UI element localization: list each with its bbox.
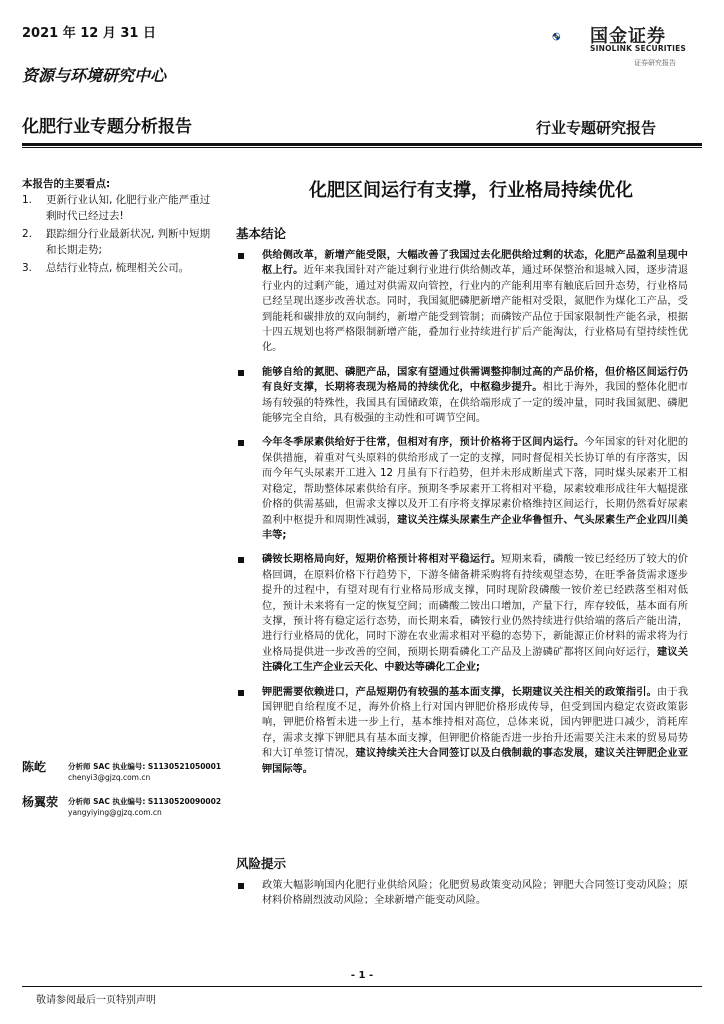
logo-name-cn: 国金证券 <box>590 26 666 47</box>
conclusion-recommendation: 建议关注磷化工生产企业云天化、中毅达等磷化工企业; <box>262 646 689 674</box>
sidebar-list <box>22 192 212 278</box>
conclusion-recommendation: 建议持续关注大合同签订以及白俄制裁的事态发展，建议关注钾肥企业亚钾国际等。 <box>262 748 689 775</box>
square-bullet-icon <box>238 690 244 696</box>
report-type: 行业专题研究报告 <box>536 119 657 137</box>
sinolink-logo-icon <box>552 20 588 56</box>
analyst-name: 陈屹 <box>22 760 47 774</box>
analyst-sac-id: S1130521050001 <box>147 762 222 771</box>
analyst-name: 杨翼荥 <box>22 795 59 809</box>
sidebar-item-num: 3. <box>22 262 33 274</box>
report-date: 2021 年 12 月 31 日 <box>22 26 156 41</box>
square-bullet-icon <box>238 557 244 563</box>
conclusion-item <box>236 365 688 427</box>
conclusion-item <box>236 685 688 777</box>
conclusion-item <box>236 552 688 675</box>
report-title: 化肥行业专题分析报告 <box>22 117 192 137</box>
conclusion-item <box>236 248 688 356</box>
sidebar-title: 本报告的主要看点: <box>22 178 111 190</box>
analyst-sac-id: S1130520090002 <box>147 797 222 806</box>
logo-name-en: SINOLINK SECURITIES <box>590 44 687 53</box>
conclusion-text: 短期来看，磷酸一铵已经经历了较大的价格回调，在原料价格下行趋势下，下游冬储备耕采购将有持续观望态势，在旺季备货需求逐步提升的过程中，有望对现有行业格局形成支撑，同时现阶段磷酸一铵价差已经跌落至相对低位，预计未来将有一定的恢复空间；而磷酸二铵出口增加，产量下行，库存较低，基本面有所支撑，预计将有稳定运行态势，而长期来看，磷铵行业仍然持续进行供给端的落后产能出清，进行行业格局的优化，同时下游在农业需求相对平稳的态势下，新能源正价材料的需求将为行业格局提供进一步改善的空间，预期长期看磷化工产品及上游磷矿都将区间向好运行， <box>262 554 688 658</box>
conclusion-lead: 磷铵长期格局向好，短期价格预计将相对平稳运行。 <box>262 554 502 566</box>
conclusion-text: 今年国家的针对化肥的保供措施，着重对气头原料的供给形成了一定的支撑，同时督促相关长协订单的有序落实，因而今年气头尿素开工进入 12 月虽有下行趋势，但并未形成断崖式下落，同时煤头尿素开工相对稳定，帮助整体尿素供给有序。预期冬季尿素开工将相对平稳，尿素较难形成往年大幅提涨价格的供需基础，但需求支撑以及开工有序将支撑尿素价格维持区间运行，长期仍然看好尿素盈利中枢提升和周期性减弱， <box>262 437 689 526</box>
sidebar-item-text: 更新行业认知, 化肥行业产能严重过剩时代已经过去! <box>46 194 211 222</box>
sidebar-item-text: 总结行业特点, 梳理相关公司。 <box>46 262 190 274</box>
header-rule-thin <box>22 147 702 148</box>
conclusion-lead: 能够自给的氮肥、磷肥产品，国家有望通过供需调整抑制过高的产品价格，但价格区间运行仍有良好支撑，长期将表现为格局的持续优化，中枢稳步提升。 <box>262 366 688 394</box>
sidebar-item-text: 跟踪细分行业最新状况, 判断中短期和长期走势; <box>46 228 211 256</box>
conclusion-recommendation: 建议关注煤头尿素生产企业华鲁恒升、气头尿素生产企业四川美丰等; <box>262 514 688 541</box>
analyst-sac-label: 分析师 SAC 执业编号: <box>68 797 146 806</box>
risk-title: 风险提示 <box>236 856 287 871</box>
square-bullet-icon <box>238 883 244 889</box>
conclusion-text: 由于我国钾肥自给程度不足，海外价格上行对国内钾肥价格形成传导，但受到国内稳定农资政策影响，钾肥价格暂未进一步上行，基本维持相对高位，总体来说，国内钾肥进口减少，消耗库存，需求支撑下钾肥具有基本面支撑，但钾肥价格能否进一步抬升还需要关注未来的贸易局势和大订单签订情况， <box>262 686 689 760</box>
square-bullet-icon <box>238 253 244 259</box>
analyst-email[interactable]: yangyiying@gjzq.com.cn <box>68 808 162 817</box>
conclusion-lead: 钾肥需要依赖进口，产品短期仍有较强的基本面支撑，长期建议关注相关的政策指引。 <box>262 686 658 698</box>
page-number: - 1 - <box>350 970 374 981</box>
risk-section <box>236 878 688 918</box>
main-title: 化肥区间运行有支撑，行业格局持续优化 <box>309 180 633 201</box>
sidebar-item <box>22 226 212 258</box>
section-title: 基本结论 <box>236 226 287 241</box>
conclusion-lead: 今年冬季尿素供给好于往常，但相对有序，预计价格将于区间内运行。 <box>262 437 585 449</box>
analyst-info <box>68 761 221 783</box>
logo-subtitle: 证券研究报告 <box>634 59 676 67</box>
square-bullet-icon <box>238 440 244 446</box>
sidebar-item-num: 2. <box>22 228 33 240</box>
conclusion-item <box>236 435 688 543</box>
sidebar-item-num: 1. <box>22 194 33 206</box>
analyst-sac-label: 分析师 SAC 执业编号: <box>68 762 146 771</box>
sidebar-item <box>22 192 212 224</box>
sidebar-item <box>22 260 212 276</box>
risk-item <box>236 878 688 909</box>
square-bullet-icon <box>238 370 244 376</box>
conclusion-lead: 供给侧改革，新增产能受限，大幅改善了我国过去化肥供给过剩的状态，化肥产品盈利呈现中枢上行。 <box>262 250 688 277</box>
risk-text: 政策大幅影响国内化肥行业供给风险；化肥贸易政策变动风险；钾肥大合同签订变动风险；原材料价格剧烈波动风险；全球新增产能变动风险。 <box>262 880 688 907</box>
conclusion-text: 相比于海外，我国的整体化肥市场有较强的特殊性，我国具有国储政策，在供给端形成了一定的缓冲量，同时我国氮肥、磷肥能够完全自给，具有极强的主动性和可调节空间。 <box>262 382 688 425</box>
conclusion-list <box>236 248 688 786</box>
header-rule <box>22 143 702 146</box>
analyst-email[interactable]: chenyi3@gjzq.com.cn <box>68 773 151 782</box>
research-center: 资源与环境研究中心 <box>22 66 167 85</box>
analyst-info <box>68 796 221 818</box>
footer-disclaimer: 敬请参阅最后一页特别声明 <box>36 995 156 1006</box>
conclusion-text: 近年来我国针对产能过剩行业进行供给侧改革，通过环保整治和退城入园，逐步清退行业内的过剩产能，通过对供需双向管控，行业内的产能利用率有触底后回升态势，行业格局已经呈现出逐步改善状态。同时，我国氮肥磷肥新增产能相对受限，氮肥作为煤化工产品，受到能耗和碳排放的双向制约，新增产能受到管制；而磷铵产品位于国家限制性产能名录，根据十四五规划也将严格限制新增产能，叠加行业持续进行扩后产能淘汰，行业格局有望持续性优化。 <box>262 265 689 354</box>
footer-rule <box>22 986 702 987</box>
